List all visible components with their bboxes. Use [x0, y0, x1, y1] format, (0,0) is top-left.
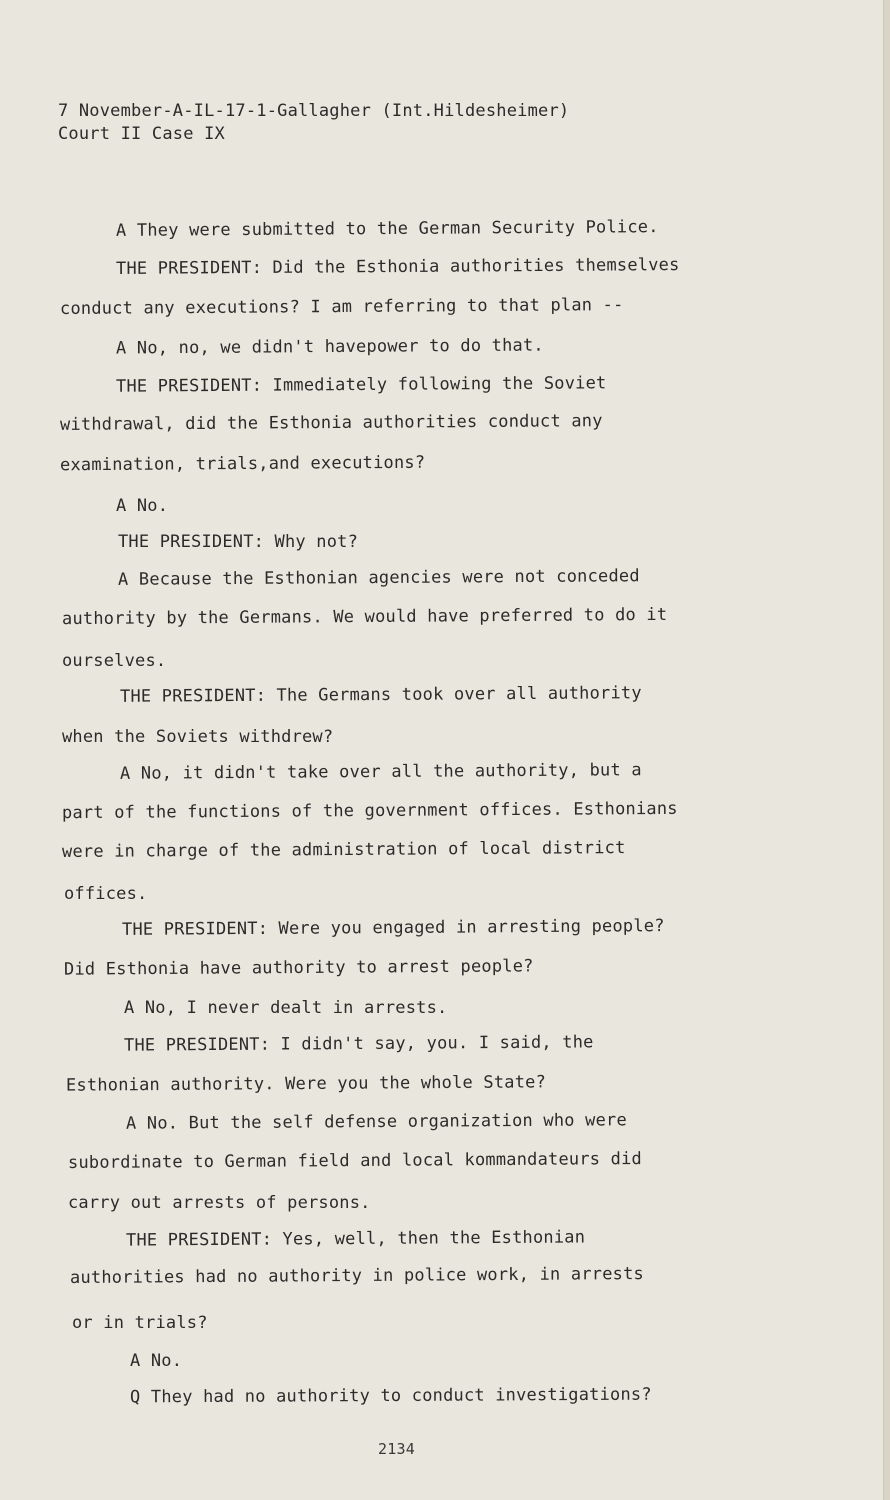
transcript-line: when the Soviets withdrew? [62, 727, 334, 747]
transcript-line: Did Esthonia have authority to arrest people? [63, 956, 534, 980]
transcript-line: offices. [64, 884, 148, 904]
transcript-line: THE PRESIDENT: Were you engaged in arresting people? [121, 916, 665, 940]
transcript-line: ourselves. [62, 651, 167, 671]
transcript-line: conduct any executions? I am referring to that plan -- [59, 295, 624, 319]
transcript-line: THE PRESIDENT: The Germans took over all authority [119, 683, 642, 707]
transcript-line: subordinate to German field and local kommandateurs did [67, 1148, 642, 1174]
transcript-line: authority by the Germans. We would have preferred to do it [61, 604, 668, 630]
transcript-line: THE PRESIDENT: Yes, well, then the Esthonian [125, 1227, 586, 1251]
transcript-line: or in trials? [72, 1313, 208, 1333]
transcript-line: THE PRESIDENT: I didn't say, you. I said, the [123, 1032, 594, 1056]
transcript-line: A They were submitted to the German Security Police. [115, 217, 659, 241]
transcript-line: examination, trials,and executions? [59, 452, 426, 476]
transcript-line: A Because the Esthonian agencies were not conceded [117, 566, 640, 590]
transcript-line: A No. But the self defense organization who were [125, 1110, 627, 1134]
header-line-2: Court II Case IX [58, 124, 225, 144]
transcript-line: A No, I never dealt in arrests. [124, 998, 448, 1018]
header-line-1: 7 November-A-IL-17-1-Gallagher (Int.Hildesheimer) [58, 101, 570, 121]
transcript-line: withdrawal, did the Esthonia authorities conduct any [59, 411, 603, 435]
page-number: 2134 [378, 1440, 415, 1458]
transcript-line: A No. [116, 496, 169, 516]
transcript-line: part of the functions of the government offices. Esthonians [61, 798, 678, 824]
transcript-line: were in charge of the administration of local district [61, 838, 626, 862]
transcript-line: A No. [130, 1351, 183, 1371]
transcript-line: Q They had no authority to conduct investigations? [129, 1384, 652, 1408]
transcript-line: THE PRESIDENT: Immediately following the Soviet [115, 373, 607, 397]
transcript-line: THE PRESIDENT: Did the Esthonia authorities themselves [115, 255, 680, 279]
transcript-line: Esthonian authority. Were you the whole State? [65, 1072, 547, 1096]
transcript-line: carry out arrests of persons. [68, 1193, 371, 1213]
transcript-line: THE PRESIDENT: Why not? [118, 532, 359, 552]
transcript-line: A No, it didn't take over all the authority, but a [119, 760, 642, 784]
transcript-line: authorities had no authority in police work, in arrests [69, 1263, 644, 1289]
transcript-line: A No, no, we didn't havepower to do that. [115, 335, 544, 359]
